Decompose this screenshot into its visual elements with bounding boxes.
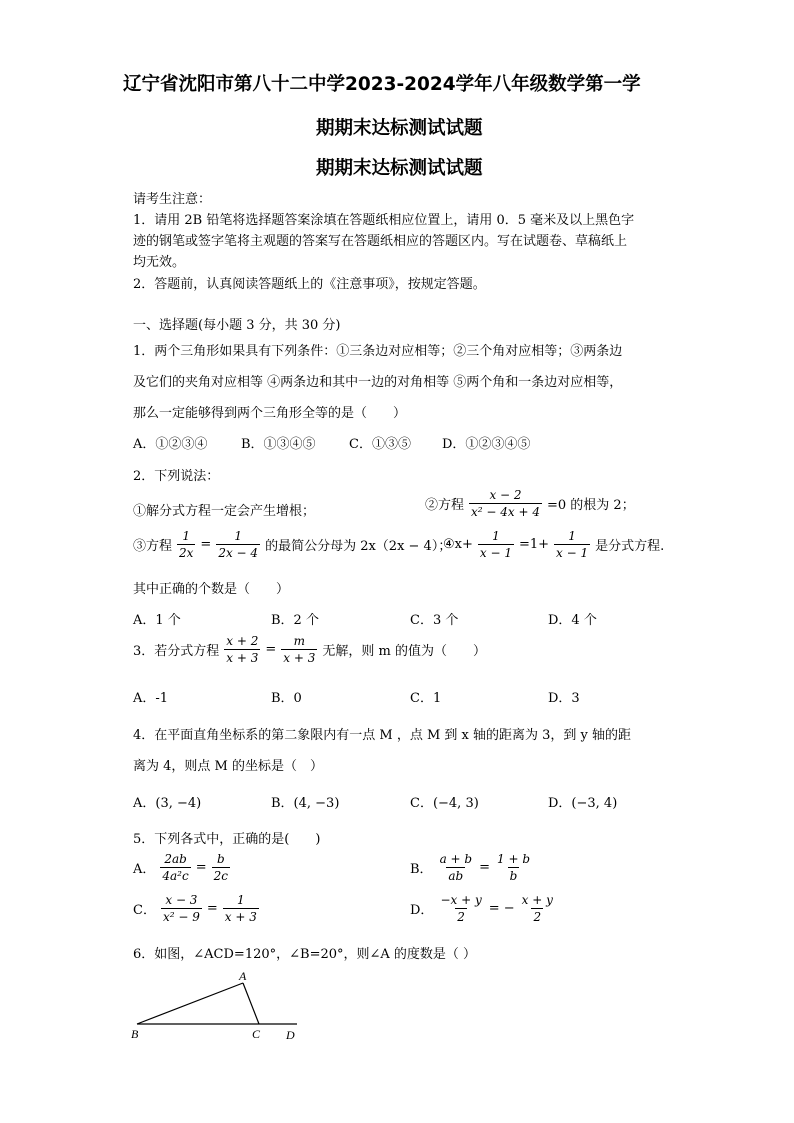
q1-option-a: A．①②③④: [133, 437, 208, 452]
denominator: 4a²c: [162, 869, 189, 883]
left-fraction: [438, 894, 483, 923]
denominator: x + 3: [224, 910, 257, 924]
q3-post: 无解，则 m 的值为（ ）: [322, 644, 486, 659]
equals-sign: =: [200, 537, 212, 552]
q1-option-b: B．①③④⑤: [241, 437, 316, 452]
numerator: x − 3: [165, 893, 198, 907]
q3-option-b: B．0: [271, 691, 302, 706]
page-title-line2: 期期末达标测试试题: [316, 118, 483, 139]
numerator: 1: [568, 529, 576, 543]
q2-s4-pre: ④x+: [443, 537, 473, 552]
q2-s3-pre: ③方程: [133, 539, 173, 554]
q1-option-d: D．①②③④⑤: [442, 437, 531, 452]
q4-option-a: A．(3, −4): [133, 796, 202, 811]
numerator: 2ab: [164, 852, 187, 866]
numerator: x − 2: [489, 488, 522, 502]
q2-s4-post: 是分式方程.: [595, 539, 665, 554]
q1-line2: 及它们的夹角对应相等 ④两条边和其中一边的对角相等 ⑤两个角和一条边对应相等，: [133, 375, 623, 390]
q2-s4-right-fraction: [554, 530, 590, 559]
equals-minus-sign: = −: [488, 901, 515, 916]
denominator: x + 3: [226, 651, 259, 665]
equals-sign: =: [265, 642, 277, 657]
denominator: x − 1: [556, 546, 589, 560]
denominator: 2x: [179, 546, 194, 560]
label-c: C: [252, 1027, 261, 1041]
label-d: D: [286, 1028, 295, 1042]
side-ba: [137, 983, 243, 1024]
q2-ask: 其中正确的个数是（ ）: [133, 582, 290, 597]
option-label: C．: [133, 903, 156, 918]
q5-option-c: [133, 894, 261, 923]
q2-statement3: [133, 530, 451, 559]
numerator: 1 + b: [497, 852, 530, 866]
q2-s3-post: 的最简公分母为 2x（2x − 4）；: [265, 539, 452, 554]
q2-option-d: D．4 个: [548, 613, 597, 628]
denominator: b: [509, 869, 518, 883]
q3-right-fraction: [281, 635, 317, 664]
denominator: 2x − 4: [218, 546, 259, 560]
notice-item1-a: 1．请用 2B 铅笔将选择题答案涂填在答题纸相应位置上，请用 0．5 毫米及以上黑色字: [133, 213, 635, 228]
denominator: ab: [448, 869, 464, 883]
equals-sign: =: [479, 860, 490, 875]
numerator: 1: [234, 529, 243, 543]
q2-option-b: B．2 个: [271, 613, 319, 628]
q4-line2: 离为 4，则点 M 的坐标是（ ）: [133, 759, 323, 774]
q3-option-d: D．3: [548, 691, 580, 706]
q2-stem: 2．下列说法：: [133, 469, 220, 484]
q1-option-c: C．①③⑤: [349, 437, 411, 452]
q6-stem: 6．如图，∠ACD=120°，∠B=20°，则∠A 的度数是（ ）: [133, 947, 477, 962]
q3-option-a: A．-1: [133, 691, 169, 706]
q5-option-b: [410, 853, 534, 882]
denominator: 2: [533, 910, 542, 924]
q5-option-a: [133, 853, 232, 882]
q1-line3: 那么一定能够得到两个三角形全等的是（ ）: [133, 406, 407, 421]
right-fraction: [495, 853, 532, 882]
q2-s3-left-fraction: [177, 530, 195, 559]
numerator: −x + y: [440, 893, 482, 907]
q3-left-fraction: [224, 635, 260, 664]
q2-s2-fraction: [469, 489, 542, 518]
left-fraction: [161, 894, 202, 923]
q3-pre: 3．若分式方程: [133, 644, 220, 659]
left-fraction: [160, 853, 190, 882]
option-label: A．: [133, 862, 156, 877]
notice-item2: 2．答题前，认真阅读答题纸上的《注意事项》，按规定答题。: [133, 277, 486, 292]
left-fraction: [438, 853, 475, 882]
numerator: x + 2: [226, 634, 259, 648]
q2-option-c: C．3 个: [410, 613, 459, 628]
equals-sign: =: [206, 901, 218, 916]
q6-triangle-figure: [125, 965, 315, 1045]
label-a: A: [239, 969, 247, 983]
section1-heading: 一、选择题(每小题 3 分，共 30 分): [133, 318, 341, 333]
q2-statement1: ①解分式方程一定会产生增根；: [133, 504, 316, 519]
numerator: b: [216, 852, 225, 866]
numerator: 1: [182, 529, 191, 543]
numerator: m: [293, 634, 306, 648]
q2-s3-right-fraction: [216, 530, 260, 559]
notice-item1-c: 均无效。: [133, 255, 186, 270]
denominator: x − 1: [479, 546, 512, 560]
q4-option-b: B．(4, −3): [271, 796, 340, 811]
page-title-line1: 辽宁省沈阳市第八十二中学2023-2024学年八年级数学第一学: [123, 74, 641, 95]
denominator: x² − 4x + 4: [471, 505, 540, 519]
q1-line1: 1．两个三角形如果具有下列条件：①三条边对应相等；②三个角对应相等；③两条边: [133, 344, 623, 359]
denominator: x + 3: [283, 651, 316, 665]
q4-option-c: C．(−4, 3): [410, 796, 479, 811]
numerator: x + y: [521, 893, 553, 907]
numerator: a + b: [439, 852, 473, 866]
q2-option-a: A．1 个: [133, 613, 181, 628]
denominator: x² − 9: [162, 910, 200, 924]
notice-item1-b: 迹的钢笔或签字笔将主观题的答案写在答题纸相应的答题区内。写在试题卷、草稿纸上: [133, 234, 628, 249]
q3-stem: [133, 635, 486, 664]
right-fraction: [520, 894, 555, 923]
label-b: B: [131, 1027, 139, 1041]
right-fraction: [223, 894, 259, 923]
right-fraction: [212, 853, 230, 882]
numerator: 1: [492, 529, 500, 543]
notice-heading: 请考生注意：: [133, 192, 212, 207]
q4-option-d: D．(−3, 4): [548, 796, 618, 811]
q4-line1: 4．在平面直角坐标系的第二象限内有一点 M ，点 M 到 x 轴的距离为 3，到 y 轴的距: [133, 728, 632, 743]
option-label: D．: [410, 903, 434, 918]
q2-statement4: [443, 530, 664, 559]
q2-s4-mid: =1+: [518, 537, 550, 552]
q2-s2-pre: ②方程: [425, 498, 465, 513]
denominator: 2c: [213, 869, 228, 883]
q2-s4-left-fraction: [478, 530, 514, 559]
q5-option-d: [410, 894, 557, 923]
option-label: B．: [410, 862, 433, 877]
page-title-line3: 期期末达标测试试题: [316, 158, 483, 179]
side-ac: [243, 983, 259, 1024]
q5-stem: 5．下列各式中，正确的是( ): [133, 832, 321, 847]
equals-sign: =: [195, 860, 207, 875]
numerator: 1: [236, 893, 245, 907]
denominator: 2: [457, 910, 465, 924]
q2-s2-post: =0 的根为 2；: [547, 498, 635, 513]
q3-option-c: C．1: [410, 691, 442, 706]
q2-statement2: [425, 489, 635, 518]
